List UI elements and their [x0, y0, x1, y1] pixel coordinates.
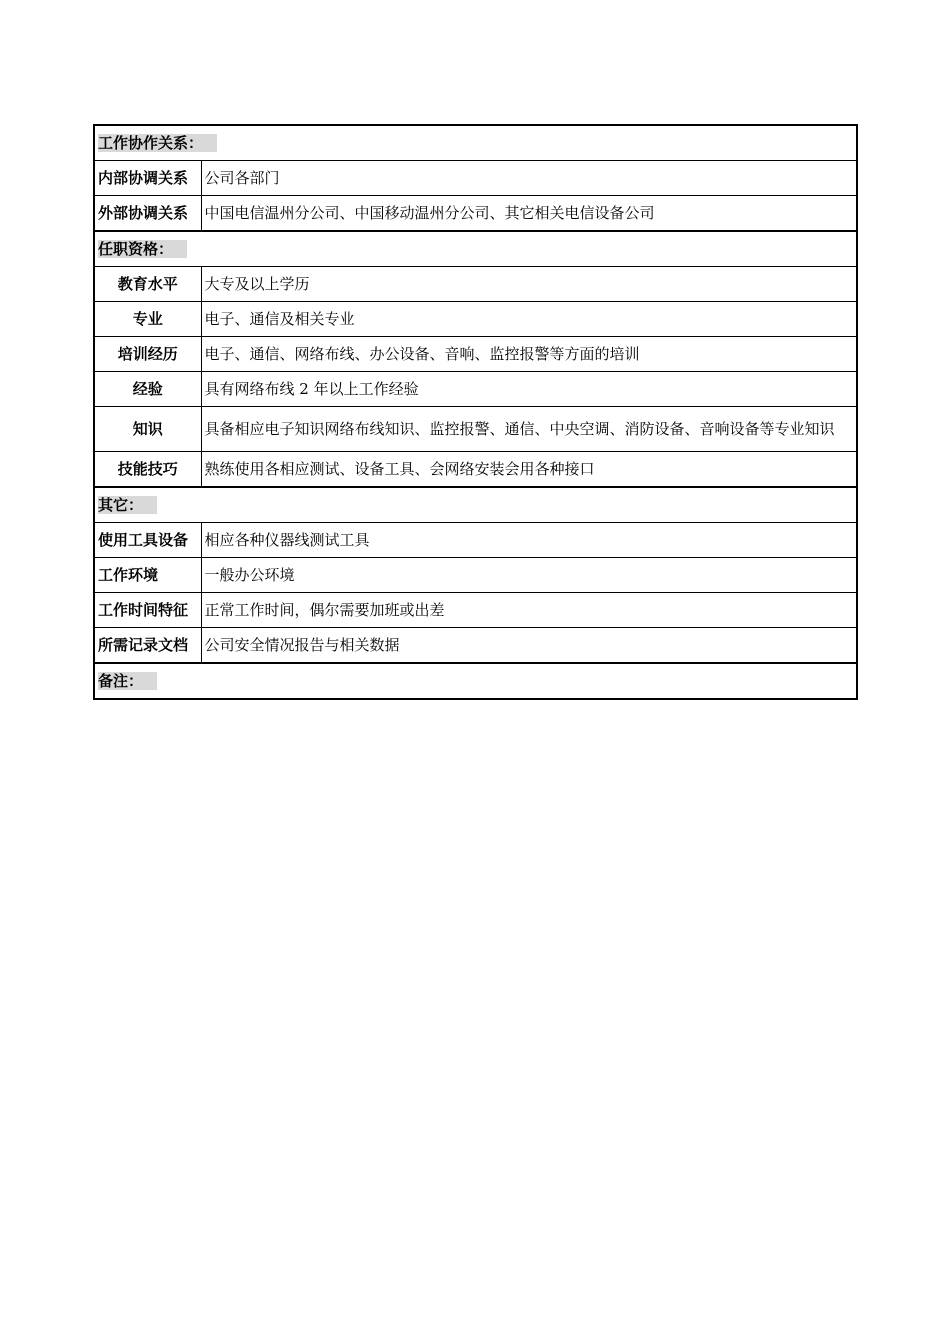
job-description-sheet — [93, 124, 858, 700]
table-row — [94, 593, 857, 628]
section-header-other — [94, 487, 857, 523]
row-label-records: 所需记录文档 — [94, 628, 201, 664]
row-value-major: 电子、通信及相关专业 — [201, 302, 857, 337]
row-label-skills: 技能技巧 — [94, 452, 201, 488]
row-label-knowledge: 知识 — [94, 407, 201, 452]
row-label-work-hours: 工作时间特征 — [94, 593, 201, 628]
row-label-external-coordination: 外部协调关系 — [94, 196, 201, 232]
row-label-training: 培训经历 — [94, 337, 201, 372]
table-row — [94, 302, 857, 337]
row-value-training: 电子、通信、网络布线、办公设备、音响、监控报警等方面的培训 — [201, 337, 857, 372]
row-value-records: 公司安全情况报告与相关数据 — [201, 628, 857, 664]
section-header-cooperation — [94, 125, 857, 161]
row-label-education: 教育水平 — [94, 267, 201, 302]
table-row — [94, 523, 857, 558]
job-description-table — [93, 124, 858, 700]
section-title-cooperation: 工作协作关系： — [98, 134, 217, 152]
table-row — [94, 161, 857, 196]
table-row — [94, 407, 857, 452]
row-value-education: 大专及以上学历 — [201, 267, 857, 302]
section-header-qualifications — [94, 231, 857, 267]
row-value-knowledge: 具备相应电子知识网络布线知识、监控报警、通信、中央空调、消防设备、音响设备等专业知识 — [201, 407, 857, 452]
row-label-tools: 使用工具设备 — [94, 523, 201, 558]
table-row — [94, 452, 857, 488]
row-value-skills: 熟练使用各相应测试、设备工具、会网络安装会用各种接口 — [201, 452, 857, 488]
section-title-notes: 备注： — [98, 672, 157, 690]
row-value-external-coordination: 中国电信温州分公司、中国移动温州分公司、其它相关电信设备公司 — [201, 196, 857, 232]
section-header-notes — [94, 663, 857, 699]
table-row — [94, 628, 857, 664]
row-label-major: 专业 — [94, 302, 201, 337]
row-value-internal-coordination: 公司各部门 — [201, 161, 857, 196]
section-title-qualifications: 任职资格： — [98, 240, 187, 258]
table-row — [94, 558, 857, 593]
row-label-work-environment: 工作环境 — [94, 558, 201, 593]
row-value-work-environment: 一般办公环境 — [201, 558, 857, 593]
table-row — [94, 196, 857, 232]
row-label-internal-coordination: 内部协调关系 — [94, 161, 201, 196]
table-row — [94, 372, 857, 407]
table-row — [94, 337, 857, 372]
row-label-experience: 经验 — [94, 372, 201, 407]
section-title-other: 其它： — [98, 496, 157, 514]
row-value-experience: 具有网络布线 2 年以上工作经验 — [201, 372, 857, 407]
table-row — [94, 267, 857, 302]
row-value-tools: 相应各种仪器线测试工具 — [201, 523, 857, 558]
row-value-work-hours: 正常工作时间，偶尔需要加班或出差 — [201, 593, 857, 628]
